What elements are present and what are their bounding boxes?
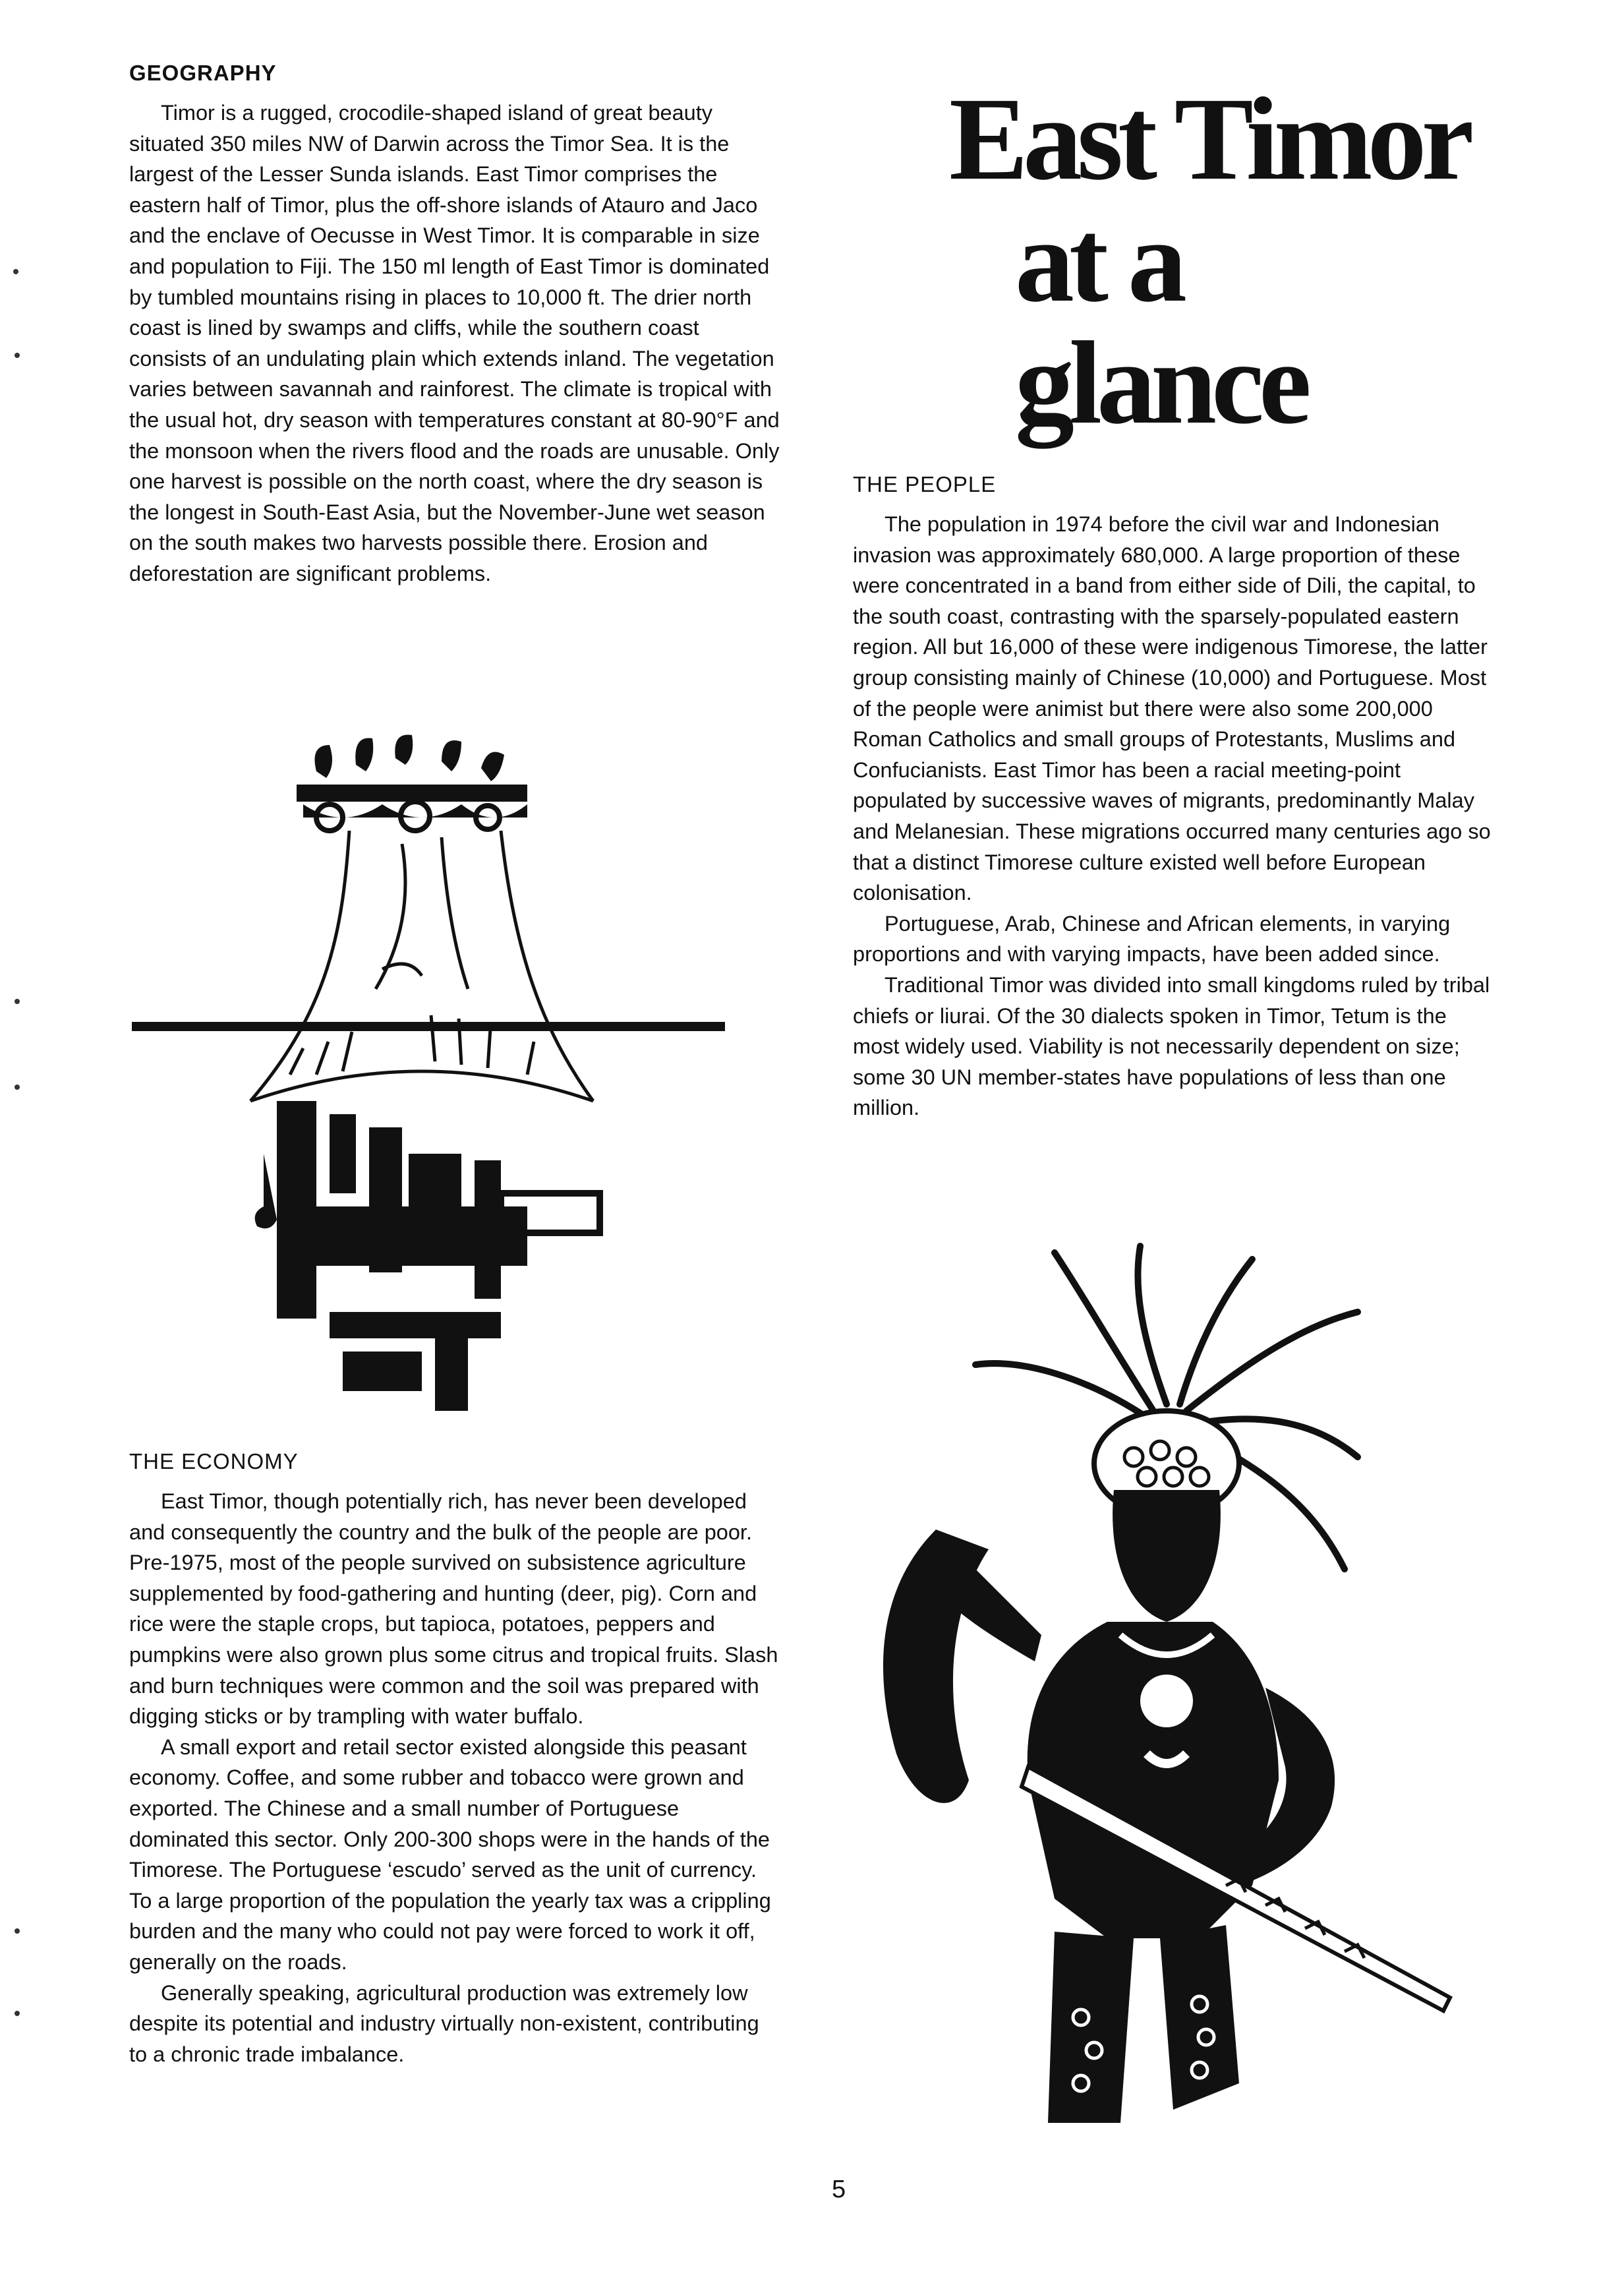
warrior-head: [1094, 1411, 1239, 1622]
geography-section: [129, 61, 782, 589]
people-paragraph: Portuguese, Arab, Chinese and African elements, in varying proportions and with varying impacts, have been added since.: [853, 911, 1451, 966]
margin-speck: [14, 2011, 20, 2016]
people-paragraph: The population in 1974 before the civil war and Indonesian invasion was approximately 680,000. A large proportion of these were concentrated in a band from either side of Dili, the capital, to the south coast, contrasting with the sparsely-populated eastern region. All but 16,000 of these were indigenous Timorese, the latter group consisting mainly of Chinese (10,000) and Portuguese. Most of the people were animist but there were also some 200,000 Roman Catholics and small groups of Protestants, Muslims and Confucianists. East Timor has been a racial meeting-point populated by successive waves of migrants, predominantly Malay and Melanesian. These migrations occurred many centuries ago so that a distinct Timorese culture existed well before European colonisation.: [853, 512, 1491, 905]
economy-paragraph: Generally speaking, agricultural production was extremely low despite its potential and industry virtually non-existent, contributing to a chronic trade imbalance.: [129, 1980, 759, 2066]
traditional-house-illustration: [132, 732, 725, 1424]
people-section: [853, 472, 1491, 1123]
margin-speck: [13, 269, 18, 274]
margin-speck: [14, 1928, 20, 1934]
hair-braid: [883, 1530, 989, 1803]
title-line-2: at a glance: [1015, 195, 1306, 448]
margin-speck: [14, 1085, 20, 1090]
page-title: [949, 73, 1476, 448]
margin-speck: [14, 353, 20, 358]
roof-ornaments: [297, 734, 527, 831]
horizontal-beam: [132, 1022, 725, 1031]
page-number: 5: [832, 2176, 846, 2203]
people-heading: THE PEOPLE: [853, 472, 997, 496]
timorese-warrior-illustration: [857, 1239, 1490, 2156]
house-body: [255, 1101, 600, 1411]
geography-heading: GEOGRAPHY: [129, 61, 277, 85]
margin-speck: [14, 999, 20, 1004]
geography-paragraph: Timor is a rugged, crocodile-shaped island of great beauty situated 350 miles NW of Darwin across the Timor Sea. It is the largest of the Lesser Sunda islands. East Timor comprises the eastern half of Timor, plus the off-shore islands of Atauro and Jaco and the enclave of Oecusse in West Timor. It is comparable in size and population to Fiji. The 150 ml length of East Timor is dominated by tumbled mountains rising in places to 10,000 ft. The drier north coast is lined by swamps and cliffs, while the southern coast consists of an undulating plain which extends inland. The vegetation varies between savannah and rainforest. The climate is tropical with the usual hot, dry season with temperatures constant at 80-90°F and the monsoon when the rivers flood and the roads are unusable. Only one harvest is possible on the north coast, where the dry season is the longest in South-East Asia, but the November-June wet season on the south makes two harvests possible there. Erosion and deforestation are significant problems.: [129, 101, 780, 585]
people-paragraph: Traditional Timor was divided into small kingdoms ruled by tribal chiefs or liurai. Of the 30 dialects spoken in Timor, Tetum is the most widely used. Viability is not necessarily dependent on size; some 30 UN member-states have populations of less than one million.: [853, 972, 1490, 1120]
economy-paragraph: East Timor, though potentially rich, has never been developed and consequently the country and the bulk of the people are poor. Pre-1975, most of the people survived on subsistence agriculture supplemented by food-gathering and hunting (deer, pig). Corn and rice were the staple crops, but tapioca, potatoes, peppers and pumpkins were also grown plus some citrus and tropical fruits. Slash and burn techniques were common and the soil was prepared with digging sticks or by trampling with water buffalo.: [129, 1489, 778, 1729]
title-line-1: East Timor: [949, 73, 1469, 204]
economy-paragraph: A small export and retail sector existed alongside this peasant economy. Coffee, and some rubber and tobacco were grown and exported. The Chinese and a small number of Portuguese dominated this sector. Only 200-300 shops were in the hands of the Timorese. The Portuguese ‘escudo’ served as the unit of currency. To a large proportion of the population the yearly tax was a crippling burden and the many who could not pay were forced to work it off, generally on the roads.: [129, 1735, 771, 1974]
economy-section: [129, 1449, 782, 2069]
economy-heading: THE ECONOMY: [129, 1449, 299, 1473]
house-roof: [250, 831, 593, 1101]
